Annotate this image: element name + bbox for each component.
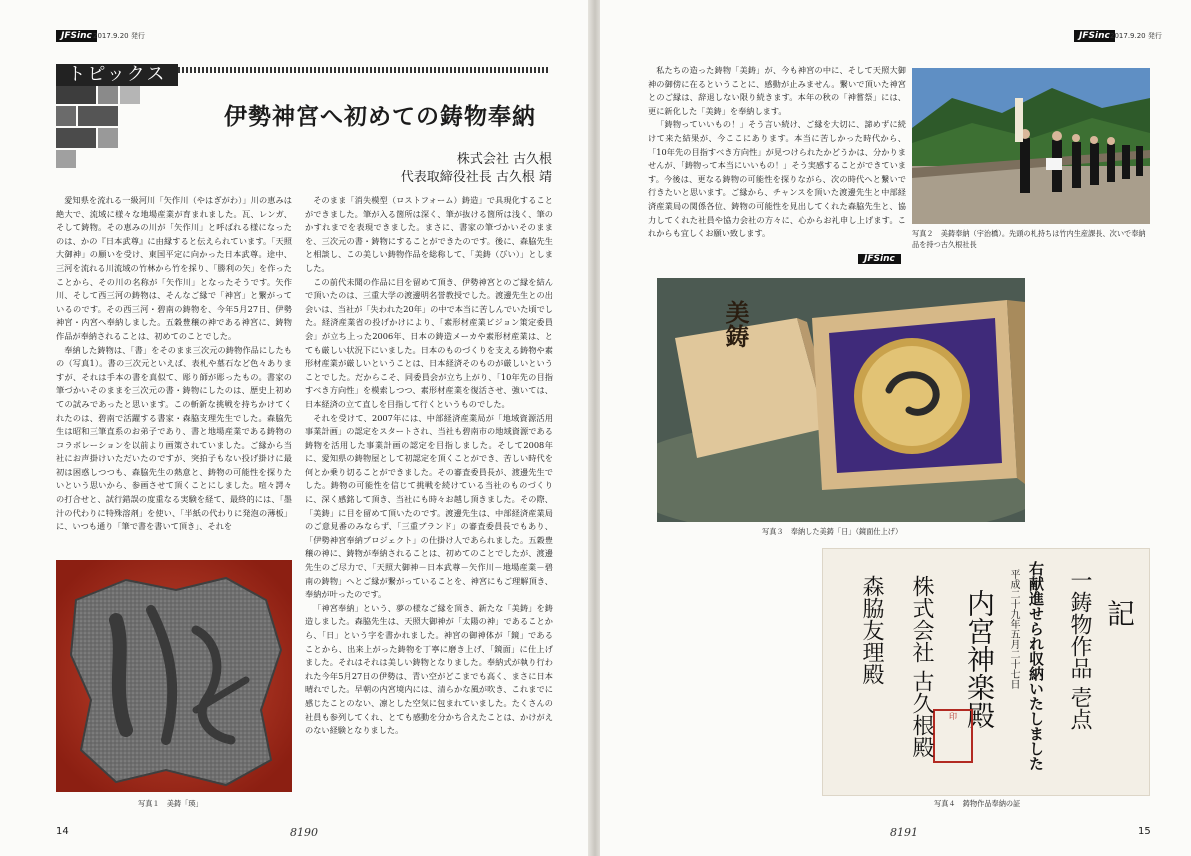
photo-4-caption: 写真４ 鋳物作品奉納の証 <box>934 799 1021 808</box>
paragraph: 「神宮奉納」という、夢の様なご縁を頂き、新たな「美鋳」を鋳造しました。森脇先生は、天照大御神が「太陽の神」であることから、「日」という字を書かれました。神宮の御神体が「鏡」であることから、出来上がった鋳物を丁寧に磨き上げ、「鏡面」に仕上げました。それはそれは美しい鋳物となりました。奉納式が執り行われた今年5月27日の伊勢は、青い空がどこまでも高く、まさに日本晴れでした。早朝の内宮境内には、清らかな風が吹き、これまでに感じたことのない、凛とした空気に包まれていました。たくさんの社員も参列してくれ、とても感動を分かち合えたことは、かけがえのない経験となりました。 <box>305 602 553 736</box>
paragraph: 愛知県を流れる一級河川「矢作川（やはぎがわ）」川の恵みは絶大で、流域に様々な地場産業が育まれました。瓦、レンガ、そして鋳物。その恵みの川が「矢作川」と呼ばれる様になったのは、かの『日本武尊』に由縁すると伝えられています。「天照大御神」の願いを受け、東国平定に向かった日本武尊。途中、三河を流れる川流域の竹林から竹を採り、「勝利の矢」を作ったことから、その川の名称が「矢作川」となったそうです。矢作川、そして西三河の鋳物は、そんなご縁で「神宮」と繋がっているのです。その西三河・碧南の鋳物を、今年5月27日、伊勢神宮・内宮へ奉納しました。五穀豊穣の神である神宮に、鋳物作品が奉納されることは、初めてのことでした。 <box>56 195 292 341</box>
serial-number: 8190 <box>290 826 318 839</box>
right-page <box>600 0 1191 856</box>
certificate-item: 一鋳物作品 壱点 <box>1067 569 1092 730</box>
certificate-heading: 記 <box>1103 599 1136 627</box>
paragraph: 私たちの造った鋳物「美鋳」が、今も神宮の中に、そして天照大御神の御傍に在るということに、感動が止みません。繋いで頂いた神宮とのご縁は、辞退しない限り続きます。本年の秋の「神嘗祭」には、更に新化した「美鋳」を奉納します。 <box>648 65 906 116</box>
author-name: 代表取締役社長 古久根 靖 <box>400 170 552 185</box>
dotted-rule <box>178 67 550 73</box>
certificate-date: 平成二十九年五月二十七日 <box>1008 569 1019 689</box>
paragraph: 奉納した鋳物は、「書」をそのまま三次元の鋳物作品にしたもの（写真1）。書の三次元といえば、表札や墓石など色々ありますが、それは手本の書を真似て、彫り師が彫ったもの。書家の筆づかいそのままを三次元の書・鋳物にしたのは、歴史上初めての試みであったと思います。この斬新な挑戦を持ちかけてくれたのは、碧南で活躍する書家・森脇支理先生でした。森脇先生は昭和三筆直系のお弟子であり、書と地場産業である鋳物のコラボレーションを以前より画策されていました。ご縁から当社にお声掛けいただいたのですが、突拍子もない投げ掛けに最初は困惑しつつも、森脇先生の熱意と、鋳物の可能性を探りたいという思いから、参画させて頂くことにしました。喧々諤々の打合せと、試行錯誤の度重なる実験を経て、最終的には、「墨汁の代わりに特殊溶剤」を使い、「半紙の代わりに発泡の薄板」に、いつも通り「筆で書を書いて頂き」、それを <box>56 344 292 532</box>
issue-date: 2017.9.20 発行 <box>1110 32 1162 40</box>
photo-4-certificate <box>822 548 1150 796</box>
article-title: 伊勢神宮へ初めての鋳物奉納 <box>224 103 536 130</box>
photo-2-procession <box>912 68 1150 224</box>
issue-date: 2017.9.20 発行 <box>93 32 145 40</box>
company-name: 株式会社 古久根 <box>456 152 552 167</box>
addressee-person: 森脇友理殿 <box>859 575 884 685</box>
photo-1-calligraphy-casting <box>56 560 292 792</box>
procession-illustration <box>912 68 1150 224</box>
decor-square <box>98 86 118 104</box>
page-number: 14 <box>56 826 69 837</box>
decor-square <box>56 128 96 148</box>
photo-3-mirror-casting <box>657 278 1025 522</box>
photo-3-caption: 写真３ 奉納した美鋳「日」（鏡面仕上げ） <box>762 527 903 536</box>
page-number: 15 <box>1138 826 1151 837</box>
mirror-casting-illustration <box>657 278 1025 522</box>
certificate-issuer: 内宮神楽殿 <box>963 589 996 729</box>
decor-square <box>98 128 118 148</box>
photo-1-caption: 写真１ 美鋳「瑛」 <box>138 799 203 808</box>
end-mark: JFSinc <box>858 254 901 264</box>
paragraph: それを受けて、2007年には、中部経済産業局が「地域資源活用事業計画」の認定をスタートされ、当社も碧南市の地域資源である鋳物を活用した事業計画の認定を目指しました。そして2008年に、愛知県の鋳物屋として初認定を頂くことができ、苦しい時代を何とか乗り切ることができました。その審査委員長が、渡邊先生でした。鋳物の可能性を信じて挑戦を続けている当社のものづくりに、深く感銘して頂き、当社にも時々お越し頂きました。その際、「美鋳」に目を留めて頂いたのです。渡邊先生は、中部経済産業局のご意見番のみならず、「三重ブランド」の審査委員長でもあり、「伊勢神宮奉納プロジェクト」の仕掛け人であられました。五穀豊穣の神に、鋳物が奉納されることは、初めてのことでしたが、渡邊先生のご尽力で、「天照大御神－日本武尊－矢作川－地場産業－碧南の鋳物」へとご縁が繋がっていることを、神宮にもご理解頂き、奉納が叶ったのです。 <box>305 412 553 600</box>
casting-illustration <box>56 560 292 792</box>
paragraph: そのまま「消失模型（ロストフォーム）鋳造」で具現化することができました。筆が入る箇所は深く、筆が抜ける箇所は浅く、筆のかすれまでを表現できました。まさに、書家の筆づかいそのままを、三次元の書・鋳物にすることができたのです。後に、森脇先生と相談し、この美しい鋳物作品を総称して、「美鋳（びい）」としました。 <box>305 195 553 273</box>
left-page <box>0 0 590 856</box>
byline <box>401 151 552 187</box>
seal-stamp: 印 <box>933 709 973 763</box>
paragraph: 「鋳物っていいもの！」そう言い続け、ご縁を大切に、諦めずに続けて来た結果が、今ここにあります。本当に苦しかった時代から、「10年先の目指すべき方向性」が見つけられたかどうかは、分かりませんが、「鋳物って本当にいいもの！」そう実感することができています。今後は、更なる鋳物の可能性を探りながら、次の時代へと繋いで行きたいと思います。ご縁から、チャンスを頂いた渡邊先生と中部経済産業局の関係各位、鋳物の可能性を見出してくれた森脇先生と、協力してくれた社員や協力会社の方々に、心からお礼申し上げます。これからも宜しくお願い致します。 <box>648 119 906 239</box>
decor-square <box>56 150 76 168</box>
addressee-company: 株式会社 古久根殿 <box>909 575 934 758</box>
photo-2-caption: 写真２ 美鋳奉納（宇治橋）。先頭の札持ちは竹内生産課長、次いで奉納品を持つ古久根社長 <box>912 229 1146 249</box>
jfs-logo: JFSinc <box>56 30 97 42</box>
section-label: トピックス <box>56 64 178 86</box>
paragraph: この前代未聞の作品に目を留めて頂き、伊勢神宮とのご縁を結んで頂いたのは、三重大学の渡邊明名誉教授でした。渡邊先生との出会いは、当社が「失われた20年」の中で本当に苦しんでいた頃でした。経済産業省の投げかけにより、「素形材産業ビジョン策定委員会」が立ち上った2006年、日本の鋳造メーカや素形材産業は、とても厳しい状況下にいました。日本のものづくりを支える鋳物や素形材産業が厳しいということは、日本経済そのものが厳しいということでした。だからこそ、同委員会が立ち上がり、「10年先の目指すべき方向性」を模索しつつ、素形材産業を復活させ、強いては、日本経済の立て直しを目指して行くというものでした。 <box>305 276 553 409</box>
box-label: 美鋳 <box>721 300 750 348</box>
jfs-logo: JFSinc <box>1074 30 1115 42</box>
decor-square <box>78 106 118 126</box>
text-column-2 <box>305 194 553 814</box>
text-column-right <box>648 64 906 264</box>
text-column-1 <box>56 194 292 556</box>
serial-number: 8191 <box>890 826 918 839</box>
decor-square <box>56 106 76 126</box>
decor-square <box>56 86 96 104</box>
certificate-statement: 右献進せられ収納いたしました <box>1027 561 1045 771</box>
decor-square <box>120 86 140 104</box>
